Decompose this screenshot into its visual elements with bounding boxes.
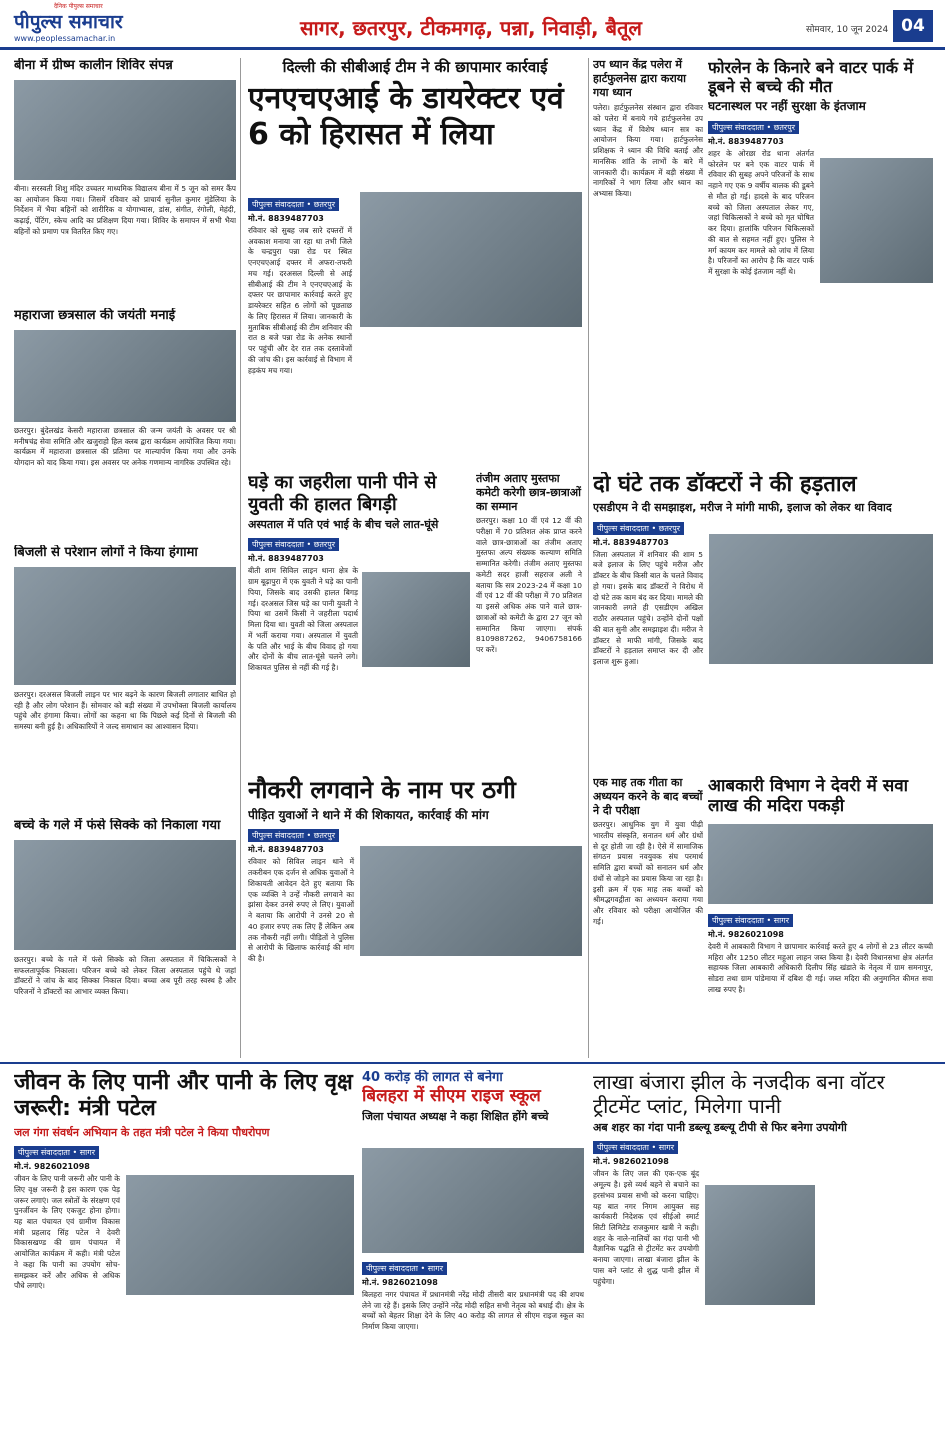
story-body: पलेरा। हार्टफुलनेस संस्थान द्वारा रविवार को पलेरा में बनाये गये हार्टफुलनेस उप ध्यान केंद्र में विशेष ध्यान सत्र का आयोजन किया गया। हार्टफुलनेस प्रशिक्षक ने ध्यान की विधि बताई और मानसिक शांति के लाभों के बारे में जानकारी दी। कार्यक्रम में बड़ी संख्या में नागरिकों ने भाग लिया और ध्यान का अभ्यास किया। xyxy=(593,103,703,199)
story-headline: आबकारी विभाग ने देवरी में सवा लाख की मदिरा पकड़ी xyxy=(708,776,909,817)
story-job-fraud xyxy=(248,776,582,1058)
edition-cities: सागर, छतरपुर, टीकमगढ़, पन्ना, निवाड़ी, बैतूल xyxy=(300,16,642,40)
hospital-photo xyxy=(14,840,236,950)
hospital-photo xyxy=(362,572,470,667)
story-chhatrasal-jayanti xyxy=(14,308,236,540)
story-headline: एनएचएआई के डायरेक्टर एवं 6 को हिरासत में लिया xyxy=(248,80,564,152)
story-water-treatment-plant xyxy=(593,1070,933,1440)
story-body: छतरपुर। कक्षा 10 वीं एवं 12 वीं की परीक्षा में 70 प्रतिशत अंक प्राप्त करने वाले छात्र-छात्राओं का तंजीम अताए मुस्तफा अल्प संख्यक कल्याण समिति सम्मानित करेगी। तंजीम अताए मुस्तफा कमेटी सदर हाजी सहराज अली ने बताया कि सत्र 2023-24 में कक्षा 10 वीं एवं 12 वीं की परीक्षा में 70 प्रतिशत या इससे अधिक अंक पाने वाले छात्र-छात्राओं को कमेटी के द्वारा 27 जून को सम्मानित किया जाएगा। संपर्क 8109887262, 9406758166 पर करें। xyxy=(476,516,582,655)
byline: पीपुल्स संवाददाता • छतरपुर xyxy=(248,538,339,551)
column-divider xyxy=(588,58,589,1058)
story-body: देवरी में आबकारी विभाग ने छापामार कार्रवाई करते हुए 4 लोगों से 23 लीटर कच्ची महिरा और 1250 लीटर महुआ लाहन जब्त किया है। देवरी विधानसभा क्षेत्र अंतर्गत सहायक जिला आबकारी अधिकारी दिलीप सिंह खंडाते के नेतृत्व में ग्राम समनापुर, सोडरा तथा ग्राम पांडेमाया में दबिश दी गई। जब्त मदिरा की अनुमानित कीमत सवा लाख रुपए है। xyxy=(708,942,933,994)
story-headline: बिलहरा में सीएम राइज स्कूल xyxy=(362,1086,541,1107)
story-headline: तंजीम अताए मुस्तफा कमेटी करेगी छात्र-छात्राओं का सम्मान xyxy=(476,472,581,513)
reporter-mobile: मो.नं. 8839487703 xyxy=(593,537,669,547)
byline: पीपुल्स संवाददाता • सागर xyxy=(593,1141,678,1154)
byline: पीपुल्स संवाददाता • छतरपुर xyxy=(248,198,339,211)
byline: पीपुल्स संवाददाता • सागर xyxy=(708,914,793,927)
story-gita-exam xyxy=(593,776,703,1058)
jayanti-photo xyxy=(14,330,236,422)
column-divider xyxy=(240,58,241,1058)
byline: पीपुल्स संवाददाता • सागर xyxy=(14,1146,99,1159)
story-doctors-strike xyxy=(593,472,933,772)
story-poisoned-water xyxy=(248,472,470,772)
story-headline: जीवन के लिए पानी और पानी के लिए वृक्ष जरूरी: मंत्री पटेल xyxy=(14,1070,353,1122)
story-headline: उप ध्यान केंद्र पलेरा में हार्टफुलनेस द्वारा कराया गया ध्यान xyxy=(593,58,686,99)
byline: पीपुल्स संवाददाता • सागर xyxy=(362,1262,447,1275)
byline: पीपुल्स संवाददाता • छतरपुर xyxy=(593,522,684,535)
story-body: छतरपुर। दरअसल बिजली लाइन पर भार बढ़ने के कारण बिजली लगातार बाधित हो रही है और लोग परेशान हैं। सोमवार को बड़ी संख्या में उपभोक्ता बिजली कार्यालय पहुंचे और हंगामा किया। लोगों का कहना था कि पिछले कई दिनों से बिजली की समस्या बनी हुई है। अधिकारियों ने जल्द समाधान का आश्वासन दिया। xyxy=(14,690,236,732)
story-body: जिला अस्पताल में शनिवार की शाम 5 बजे इलाज के लिए पहुंचे मरीज और डॉक्टर के बीच किसी बात के चलते विवाद हो गया। इसके बाद डॉक्टरों ने विरोध में दो घंटे तक काम बंद कर दिया। मामले की जानकारी लगते ही एसडीएम अखिल राठौर अस्पताल पहुंचे। उन्होंने दोनों पक्षों की बात सुनी और समझाइश दी। मरीज ने डॉक्टर से माफी मांगी, जिसके बाद डॉक्टरों ने हड़ताल समाप्त कर दी और इलाज शुरू हुआ। xyxy=(593,549,704,667)
reporter-mobile: मो.नं. 8839487703 xyxy=(248,845,324,855)
website-url[interactable]: www.peoplessamachar.in xyxy=(14,34,116,43)
plantation-photo xyxy=(126,1175,354,1295)
masthead xyxy=(0,0,945,50)
story-kicker: 40 करोड़ की लागत से बनेगा xyxy=(362,1070,503,1085)
reporter-mobile: मो.नं. 8839487703 xyxy=(248,554,324,564)
story-body: छतरपुर। बच्चे के गले में फंसे सिक्के को जिला अस्पताल में चिकित्सकों ने सफलतापूर्वक निकाला। परिजन बच्चे को लेकर जिला अस्पताल पहुंचे थे जहां डॉक्टरों ने जांच के बाद सिक्का निकाल दिया। बच्चा अब पूरी तरह स्वस्थ है और परिजनों ने डॉक्टरों का आभार व्यक्त किया। xyxy=(14,955,236,997)
story-body: छतरपुर। बुंदेलखंड केसरी महाराजा छत्रसाल की जन्म जयंती के अवसर पर श्री मनीषचंद्र सेवा समिति और खजुराहो हिल क्लब द्वारा कार्यक्रम आयोजित किया गया। कार्यक्रम में महाराजा छत्रसाल की प्रतिमा पर माल्यार्पण किया गया और उनके योगदान को याद किया गया। इस अवसर पर अनेक गणमान्य नागरिक उपस्थित रहे। xyxy=(14,426,236,468)
story-tanzeem-award xyxy=(476,472,582,772)
story-body: जीवन के लिए जल की एक-एक बूंद अमूल्य है। इसे व्यर्थ बहने से बचाने का हरसंभव प्रयास सभी को करना चाहिए। यह बात नगर निगम आयुक्त सह कार्यकारी निदेशक एवं सीईओ स्मार्ट सिटी लिमिटेड राजकुमार खत्री ने कही। शहर के नाले-नालियों का गंदा पानी भी वैज्ञानिक पद्धति से ट्रीटमेंट कर उपयोगी बनाया जाएगा। लाखा बंजारा झील के पास बने प्लांट से शुद्ध पानी झील में पहुंचेगा। xyxy=(593,1169,699,1286)
story-headline: दो घंटे तक डॉक्टरों ने की हड़ताल xyxy=(593,472,857,497)
story-kicker: दिल्ली की सीबीआई टीम ने की छापामार कार्रवाई xyxy=(282,58,548,76)
story-subheadline: अब शहर का गंदा पानी डब्ल्यू डब्ल्यू टीपी से फिर बनेगा उपयोगी xyxy=(593,1121,847,1134)
newspaper-logo: दैनिक पीपुल्स समाचार पीपुल्स समाचार xyxy=(14,3,123,33)
story-subheadline: एसडीएम ने दी समझाइश, मरीज ने मांगी माफी, इलाज को लेकर था विवाद xyxy=(593,501,892,515)
section-divider xyxy=(0,1062,945,1064)
story-body: रविवार को सुबह जब सारे दफ्तरों में अवकाश मनाया जा रहा था तभी जिले के चन्द्रपुरा पन्ना रोड पर स्थित एनएचएआई दफ्तर में अफरा-तफरी मच गई। दरअसल दिल्ली से आई सीबीआई की टीम ने एनएचएआई के दफ्तर पर छापामार कार्रवाई करते हुए डायरेक्टर सहित 6 लोगों को पूछताछ के लिए हिरासत में लिया। जानकारी के मुताबिक सीबीआई की टीम शनिवार की रात 8 बजे पन्ना रोड के अनेक स्थानों पर पहुंची और देर रात तक दस्तावेजों की जांच की। इस कार्रवाई से विभाग में हड़कंप मच गया। xyxy=(248,226,352,375)
story-cm-rise-school xyxy=(362,1070,584,1440)
story-headline: लाखा बंजारा झील के नजदीक बना वॉटर ट्रीटमेंट प्लांट, मिलेगा पानी xyxy=(593,1070,885,1118)
story-headline: महाराजा छत्रसाल की जयंती मनाई xyxy=(14,308,176,323)
page-number: 04 xyxy=(893,10,933,42)
story-subheadline: जल गंगा संवर्धन अभियान के तहत मंत्री पटेल ने किया पौधरोपण xyxy=(14,1125,270,1139)
story-electricity-protest xyxy=(14,545,236,813)
story-body: बीना। सरस्वती शिशु मंदिर उच्चतर माध्यमिक विद्यालय बीना में 5 जून को समर कैंप का आयोजन किया गया। जिसमें रविवार को प्राचार्य सुनील कुमार मुंडेलिया के निर्देशन में भैया बहिनों को शारीरिक व योगाभ्यास, डांस, संगीत, रंगोली, मेहंदी, कढ़ाई, पेंटिंग, स्केच आदि का प्रशिक्षण दिया गया। शिविर के समापन में सभी भैया बहिनों को प्रमाण पत्र वितरित किए गए। xyxy=(14,184,236,236)
story-headline: बच्चे के गले में फंसे सिक्के को निकाला गया xyxy=(14,818,221,833)
story-body: शहर के ओरछा रोड थाना अंतर्गत फोरलेन पर बने एक वाटर पार्क में रविवार की सुबह अपने परिजनों के साथ नहाने गए एक 9 वर्षीय बालक की डूबने से मौत हो गई। हादसे के बाद परिजन बच्चे को जिला अस्पताल लेकर गए, जहां चिकित्सकों ने बच्चे को मृत घोषित कर दिया। हालांकि परिजन चिकित्सकों की बात से सहमत नहीं हुए। पुलिस ने मर्ग कायम कर मामले को जांच में लिया है। परिजनों का आरोप है कि वाटर पार्क में सुरक्षा के कोई इंतजाम नहीं थे। xyxy=(708,148,814,277)
summer-camp-photo xyxy=(14,80,236,180)
reporter-mobile: मो.नं. 9826021098 xyxy=(14,1162,90,1172)
job-fraud-photo xyxy=(360,846,582,956)
story-excise-raid xyxy=(708,776,933,1058)
reporter-mobile: मो.नं. 8839487703 xyxy=(248,214,324,223)
story-heartfulness-meditation xyxy=(593,58,703,468)
reporter-mobile: मो.नं. 9826021098 xyxy=(593,1157,669,1167)
story-cbi-nhai-raid xyxy=(248,58,582,468)
story-minister-plantation xyxy=(14,1070,354,1440)
story-headline: एक माह तक गीता का अध्ययन करने के बाद बच्चों ने दी परीक्षा xyxy=(593,776,703,817)
story-subheadline: अस्पताल में पति एवं भाई के बीच चले लात-घूंसे xyxy=(248,518,439,532)
reporter-mobile: मो.नं. 9826021098 xyxy=(362,1278,438,1287)
story-headline: नौकरी लगवाने के नाम पर ठगी xyxy=(248,776,516,804)
excise-photo xyxy=(708,824,933,904)
doctors-strike-photo xyxy=(709,534,933,664)
story-body: जीवन के लिए पानी जरूरी और पानी के लिए वृक्ष जरूरी है इस कारण एक पेड़ जरूर लगाएं। जल स्त्रोतों के संरक्षण एवं पुनर्जीवन के लिए एकजुट होना होगा। यह बात पंचायत एवं ग्रामीण विकास मंत्री प्रहलाद सिंह पटेल ने देवरी विकासखण्ड की ग्राम पंचायत में आयोजित कार्यक्रम में कही। मंत्री पटेल ने कहा कि पानी का उपयोग सोच-समझकर करें और अधिक से अधिक पौधे लगाएं। xyxy=(14,1174,120,1291)
school-event-photo xyxy=(362,1148,584,1253)
story-body: बीती शाम सिविल लाइन थाना क्षेत्र के ग्राम बूढ़ापुरा में एक युवती ने घड़े का पानी पिया, जिसके बाद उसकी हालत बिगड़ गई। दरअसल जिस घड़े का पानी युवती ने पिया था उसमें किसी ने जहरीला पदार्थ मिला दिया था। युवती को जिला अस्पताल में भर्ती कराया गया। अस्पताल में युवती के पति और भाई के बीच विवाद हो गया और दोनों के बीच लात-घूंसे चलने लगे। शिकायत पुलिस से नहीं की गई है। xyxy=(248,566,358,673)
story-headline: बीना में ग्रीष्म कालीन शिविर संपन्न xyxy=(14,58,173,73)
protest-photo xyxy=(14,567,236,685)
story-body: छतरपुर। आधुनिक युग में युवा पीढ़ी भारतीय संस्कृति, सनातन धर्म और ग्रंथों से दूर होती जा रही है। ऐसे में सामाजिक संगठन प्रयास नवयुवक संघ परमार्थ समिति द्वारा बच्चों को सनातन धर्म और ग्रंथों से जोड़ने का प्रयास किया जा रहा है। इसी क्रम में एक माह तक बच्चों को श्रीमद्भगवद्गीता का अध्ययन कराया गया और रविवार को परीक्षा आयोजित की गई। xyxy=(593,820,703,926)
story-headline: फोरलेन के किनारे बने वाटर पार्क में डूबने से बच्चे की मौत xyxy=(708,58,914,97)
story-headline: घड़े का जहरीला पानी पीने से युवती की हालत बिगड़ी xyxy=(248,472,437,515)
reporter-mobile: मो.नं. 9826021098 xyxy=(708,930,784,939)
story-coin-removed xyxy=(14,818,236,1058)
story-bina-summer-camp xyxy=(14,58,236,303)
byline: पीपुल्स संवाददाता • छतरपुर xyxy=(708,121,799,134)
story-subheadline: जिला पंचायत अध्यक्ष ने कहा शिक्षित होंगे बच्चे xyxy=(362,1109,549,1123)
story-water-park-drowning xyxy=(708,58,933,468)
story-body: रविवार को सिविल लाइन थाने में तकरीबन एक दर्जन से अधिक युवाओं ने शिकायती आवेदन देते हुए बताया कि एक व्यक्ति ने उन्हें नौकरी लगवाने का झांसा देकर उनसे रुपए ले लिए। युवाओं ने बताया कि आरोपी ने उनसे 20 से 40 हजार रुपए तक लिए हैं लेकिन अब तक नौकरी नहीं लगी। पीड़ितों ने पुलिस से आरोपी के खिलाफ कार्रवाई की मांग की है। xyxy=(248,857,354,963)
story-body: बिलहरा नगर पंचायत में प्रधानमंत्री नरेंद्र मोदी तीसरी बार प्रधानमंत्री पद की शपथ लेने जा रहे हैं। इसके लिए उन्होंने नरेंद्र मोदी सहित सभी नेतृत्व को बधाई दी। क्षेत्र के बच्चों को बेहतर शिक्षा देने के लिए 40 करोड़ की लागत से सीएम राइज स्कूल का निर्माण किया जाएगा। xyxy=(362,1290,584,1332)
cbi-raid-photo xyxy=(360,192,582,327)
reporter-mobile: मो.नं. 8839487703 xyxy=(708,136,784,146)
story-headline: बिजली से परेशान लोगों ने किया हंगामा xyxy=(14,545,198,560)
water-park-photo xyxy=(820,158,933,283)
issue-date: सोमवार, 10 जून 2024 xyxy=(806,25,889,35)
story-subheadline: घटनास्थल पर नहीं सुरक्षा के इंतजाम xyxy=(708,99,866,114)
story-subheadline: पीड़ित युवाओं ने थाने में की शिकायत, कार्रवाई की मांग xyxy=(248,807,489,822)
treatment-plant-photo xyxy=(705,1185,815,1305)
byline: पीपुल्स संवाददाता • छतरपुर xyxy=(248,829,339,842)
